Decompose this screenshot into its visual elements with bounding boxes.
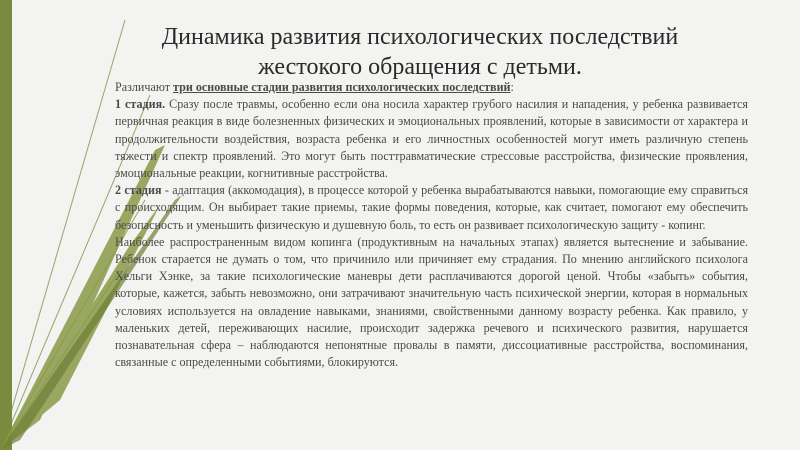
- stage-2-text: - адаптация (аккомодация), в процессе которой у ребенка вырабатываются навыки, помогающие ему справиться с происходящим. Он выбирает такие приемы, такие формы поведения, которые, как считает, помогают ему обеспечить безопасность и уменьшить физическую и душевную боль, то есть он развивает психологическую защиту - копинг.: [115, 183, 749, 232]
- stage-1-text: Сразу после травмы, особенно если она носила характер грубого насилия и нападения, у ребенка развивается первичная реакция в виде болезненных физических и эмоциональных проявлений, которые в зависимости от характера и продолжительности воздействия, возраста ребенка и его личностных особенностей могут иметь различную степень тяжести и спектр проявлений. Это могут быть посттравматические стрессовые расстройства, физические проявления, эмоциональные реакции, когнитивные расстройства.: [115, 97, 748, 181]
- stage-1-paragraph: [115, 96, 748, 182]
- stage-2-paragraph: [115, 182, 748, 234]
- intro-paragraph: [115, 79, 748, 96]
- title-line-1: Динамика развития психологических последствий: [161, 24, 679, 50]
- title-line-2: жестокого обращения с детьми.: [258, 54, 582, 80]
- slide-body: [115, 79, 748, 371]
- slide-title: [110, 22, 730, 82]
- intro-prefix: Различают: [115, 80, 174, 94]
- stage-1-label: 1 стадия.: [115, 97, 166, 112]
- stage-2-label: 2 стадия: [115, 183, 162, 198]
- intro-suffix: :: [510, 80, 514, 94]
- intro-underlined: три основные стадии развития психологических последствий: [173, 80, 511, 94]
- coping-paragraph: Наиболее распространенным видом копинга (продуктивным на начальных этапах) является вытеснение и забывание. Ребенок старается не думать о том, что причинило или причиняет ему страдания. По мнению английского психолога Хельги Хэнке, за такие психологические маневры дети расплачиваются дорогой ценой. Чтобы «забыть» события, которые, кажется, забыть невозможно, они затрачивают значительную часть психической энергии, которая в нормальных условиях используется на овладение навыками, знаниями, свойственными данному возрасту ребенка. Как правило, у маленьких детей, переживающих насилие, происходит задержка речевого и психического развития, нарушается познавательная сфера – наблюдаются непонятные провалы в памяти, диссоциативные расстройства, воспоминания, связанные с определенными событиями, блокируются.: [115, 234, 748, 370]
